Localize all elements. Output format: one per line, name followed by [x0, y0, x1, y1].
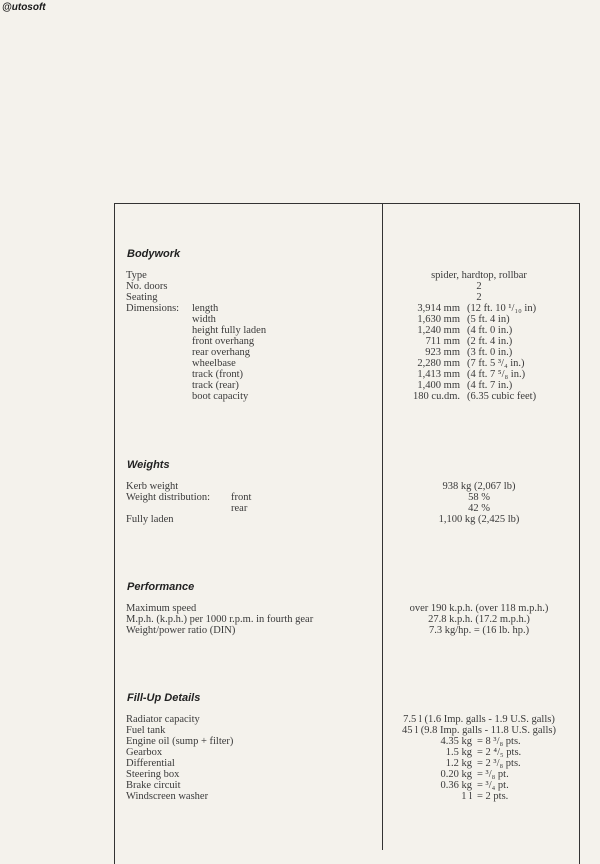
spec-metric: 0.36 kg: [440, 780, 472, 791]
spec-imperial: (5 ft. 4 in): [467, 314, 510, 325]
spec-label: Fully laden: [126, 514, 174, 525]
spec-row: [0, 769, 600, 780]
spec-imperial: (12 ft. 10 ¹/₁₀ in): [467, 303, 537, 314]
spec-row: [0, 492, 600, 503]
spec-label: Differential: [126, 758, 175, 769]
spec-value: 2: [476, 292, 482, 303]
spec-label: Kerb weight: [126, 481, 179, 492]
spec-label: track (rear): [192, 380, 239, 391]
spec-label: Gearbox: [126, 747, 163, 758]
spec-value: over 190 k.p.h. (over 118 m.p.h.): [409, 603, 549, 614]
spec-value: 7.3 kg/hp. = (16 lb. hp.): [428, 625, 530, 636]
spec-imperial: (4 ft. 7 ⁵/₈ in.): [467, 369, 526, 380]
spec-row: [0, 747, 600, 758]
spec-value: 7.5 l (1.6 Imp. galls - 1.9 U.S. galls): [403, 714, 555, 725]
spec-value: 42 %: [468, 503, 490, 514]
spec-metric: 923 mm: [425, 347, 460, 358]
spec-imperial: = ³/₄ pt.: [477, 780, 509, 791]
spec-label: track (front): [192, 369, 244, 380]
spec-metric: 1.5 kg: [445, 747, 472, 758]
spec-row: [0, 303, 600, 314]
spec-metric: 1,240 mm: [417, 325, 460, 336]
spec-row: [0, 514, 600, 525]
spec-label: front overhang: [192, 336, 255, 347]
spec-row: [0, 270, 600, 281]
spec-imperial: (7 ft. 5 ³/₄ in.): [467, 358, 525, 369]
spec-value: 58 %: [468, 492, 490, 503]
spec-metric: 4.35 kg: [440, 736, 472, 747]
dimensions-label: Dimensions:: [126, 303, 180, 314]
spec-row: [0, 614, 600, 625]
spec-label: M.p.h. (k.p.h.) per 1000 r.p.m. in fourth gear: [126, 614, 314, 625]
spec-row: [0, 391, 600, 402]
spec-row: [0, 358, 600, 369]
spec-label: wheelbase: [192, 358, 236, 369]
performance-heading: Performance: [127, 581, 195, 593]
spec-value: 45 l (9.8 Imp. galls - 11.8 U.S. galls): [402, 725, 556, 736]
spec-value: 938 kg (2,067 lb): [442, 481, 516, 492]
spec-row: [0, 625, 600, 636]
spec-label: Brake circuit: [126, 780, 181, 791]
spec-row: [0, 758, 600, 769]
spec-metric: 1.2 kg: [445, 758, 472, 769]
spec-row: [0, 325, 600, 336]
spec-imperial: (4 ft. 0 in.): [467, 325, 513, 336]
spec-row: [0, 603, 600, 614]
spec-label: No. doors: [126, 281, 168, 292]
spec-row: [0, 347, 600, 358]
spec-metric: 1,400 mm: [417, 380, 460, 391]
spec-row: [0, 336, 600, 347]
spec-metric: 1,630 mm: [417, 314, 460, 325]
spec-label: Engine oil (sump + filter): [126, 736, 234, 747]
spec-metric: 180 cu.dm.: [413, 391, 460, 402]
spec-metric: 1 l: [461, 791, 472, 802]
weights-heading: Weights: [127, 459, 170, 471]
spec-metric: 3,914 mm: [417, 303, 460, 314]
spec-metric: 0.20 kg: [440, 769, 472, 780]
spec-metric: 2,280 mm: [417, 358, 460, 369]
spec-label: Type: [126, 270, 147, 281]
spec-value: 1,100 kg (2,425 lb): [438, 514, 520, 525]
spec-label: Fuel tank: [126, 725, 166, 736]
spec-imperial: = 2 ³/₈ pts.: [477, 758, 521, 769]
spec-row: [0, 369, 600, 380]
spec-row: [0, 281, 600, 292]
spec-label: width: [192, 314, 216, 325]
spec-imperial: = 2 pts.: [477, 791, 509, 802]
spec-value: spider, hardtop, rollbar: [431, 270, 527, 281]
spec-label: rear: [231, 503, 248, 514]
spec-row: [0, 736, 600, 747]
spec-row: [0, 314, 600, 325]
bodywork-heading: Bodywork: [127, 248, 181, 260]
spec-row: [0, 791, 600, 802]
spec-label: height fully laden: [192, 325, 267, 336]
spec-metric: 1,413 mm: [417, 369, 460, 380]
spec-label: front: [231, 492, 252, 503]
spec-imperial: (3 ft. 0 in.): [467, 347, 513, 358]
spec-imperial: (4 ft. 7 in.): [467, 380, 513, 391]
spec-label: length: [192, 303, 219, 314]
spec-row: [0, 714, 600, 725]
spec-label: Seating: [126, 292, 158, 303]
spec-label: Radiator capacity: [126, 714, 200, 725]
watermark: @utosoft: [2, 2, 46, 13]
spec-label: Steering box: [126, 769, 180, 780]
spec-imperial: = 2 ⁴/₅ pts.: [477, 747, 522, 758]
spec-imperial: = ³/₈ pt.: [477, 769, 509, 780]
spec-row: [0, 292, 600, 303]
fillup-heading: Fill-Up Details: [127, 692, 201, 704]
distribution-label: Weight distribution:: [126, 492, 211, 503]
spec-label: Weight/power ratio (DIN): [126, 625, 236, 636]
spec-row: [0, 780, 600, 791]
spec-imperial: (6.35 cubic feet): [467, 391, 537, 402]
spec-imperial: (2 ft. 4 in.): [467, 336, 513, 347]
spec-row: [0, 503, 600, 514]
spec-value: 2: [476, 281, 482, 292]
spec-row: [0, 380, 600, 391]
spec-label: rear overhang: [192, 347, 251, 358]
spec-row: [0, 481, 600, 492]
spec-label: boot capacity: [192, 391, 249, 402]
spec-label: Maximum speed: [126, 603, 197, 614]
spec-row: [0, 725, 600, 736]
spec-label: Windscreen washer: [126, 791, 209, 802]
spec-imperial: = 8 ³/₈ pts.: [477, 736, 521, 747]
spec-value: 27.8 k.p.h. (17.2 m.p.h.): [428, 614, 530, 625]
spec-metric: 711 mm: [425, 336, 460, 347]
